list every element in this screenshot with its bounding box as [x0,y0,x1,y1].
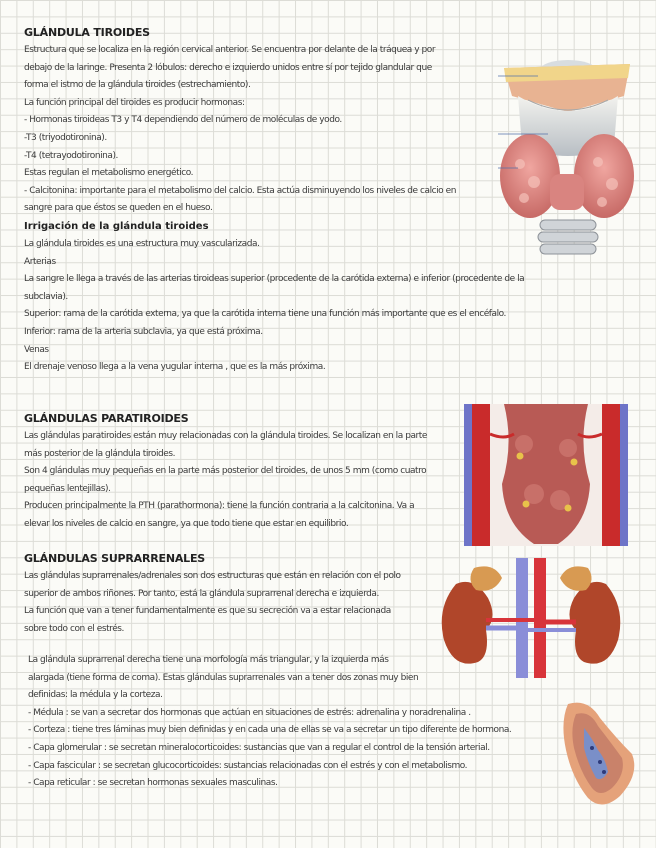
paragraph-line: sangre para que éstos se queden en el hueso. [24,203,213,214]
paratiroides-paragraph [24,428,427,534]
paragraph-line: Las glándulas paratiroides están muy relacionadas con la glándula tiroides. Se localizan en la parte [24,431,427,441]
paragraph-line: Estructura que se localiza en la región cervical anterior. Se encuentra por delante de la tráquea y por [24,45,436,55]
paragraph-line: - Médula : se van a secretar dos hormonas que actúan en situaciones de estrés: adrenalina y noradrenalina . [28,707,471,718]
paragraph-line: sobre todo con el estrés. [24,623,124,634]
paragraph-line: Producen principalmente la PTH (parathormona): tiene la función contraria a la calcitonina. Va a [24,501,415,512]
paragraph-line: forma el istmo de la glándula tiroides (estrechamiento). [24,80,251,91]
paragraph-line: alargada (tiene forma de coma). Estas glándulas suprarrenales van a tener dos zonas muy bien [28,672,419,683]
irrigacion-subtitle: Irrigación de la glándula tiroides [24,220,209,232]
section-title-suprarrenales: GLÁNDULAS SUPRARRENALES [24,552,206,565]
paragraph-line: Inferior: rama de la arteria subclavia, ya que está próxima. [24,326,263,337]
paragraph-line: La función principal del tiroides es producir hormonas: [24,97,245,108]
paragraph-line: Son 4 glándulas muy pequeñas en la parte más posterior del tiroides, de unos 5 mm (como cuatro [24,466,427,477]
paragraph-line: subclavia). [24,291,68,302]
paragraph-line: El drenaje venoso llega a la vena yugular interna , que es la más próxima. [24,362,326,373]
tiroides-paragraph [24,42,524,218]
section-title-tiroides: GLÁNDULA TIROIDES [24,26,150,39]
paragraph-line: debajo de la laringe. Presenta 2 lóbulos: derecho e izquierdo unidos entre sí por tejido glandular que [24,62,432,73]
paragraph-line: La glándula suprarrenal derecha tiene una morfología más triangular, y la izquierda más [28,655,389,665]
paragraph-line: superior de ambos riñones. Por tanto, está la glándula suprarrenal derecha e izquierda. [24,588,379,599]
paragraph-line: Venas [24,344,49,355]
thyroid-illustration [498,56,636,262]
paragraph-line: La función que van a tener fundamentalmente es que su secreción va a estar relacionada [24,606,391,617]
section-tiroides [24,24,524,377]
section-suprarrenales [24,550,401,638]
section-title-paratiroides: GLÁNDULAS PARATIROIDES [24,412,189,425]
paragraph-line: Las glándulas suprarrenales/adrenales son dos estructuras que están en relación con el polo [24,571,401,581]
paragraph-line: La glándula tiroides es una estructura muy vascularizada. [24,238,260,249]
adrenal-kidneys-illustration [430,558,632,678]
paragraph-line: La sangre le llega a través de las arterias tiroideas superior (procedente de la carótida externa) e inferior (procedente de la [24,274,525,285]
paragraph-line: más posterior de la glándula tiroides. [24,448,176,459]
paragraph-line: Arterias [24,256,56,267]
paragraph-line: - Capa fascicular : se secretan glucocorticoides: sustancias relacionadas con el estrés y con el metabolismo. [28,760,468,771]
adrenal-section-illustration [558,698,640,812]
paragraph-line: - Capa reticular : se secretan hormonas sexuales masculinas. [28,778,278,789]
paragraph-line: -T4 (tetrayodotironina). [24,150,118,161]
parathyroid-illustration [464,404,628,546]
irrigacion-paragraph [24,236,524,377]
section-paratiroides [24,410,427,534]
paragraph-line: pequeñas lentejillas). [24,483,111,494]
paragraph-line: - Calcitonina: importante para el metabolismo del calcio. Esta actúa disminuyendo los niveles de calcio en [24,185,456,196]
paragraph-line: -T3 (triyodotironina). [24,132,107,143]
paragraph-line: - Hormonas tiroideas T3 y T4 dependiendo del número de moléculas de yodo. [24,115,342,126]
paragraph-line: Superior: rama de la carótida externa, ya que la carótida interna tiene una función más importante que es el encéfalo. [24,309,506,320]
suprarrenales-paragraph [24,568,401,638]
paragraph-line: definidas: la médula y la corteza. [28,690,163,701]
paragraph-line: elevar los niveles de calcio en sangre, ya que todo tiene que estar en equilibrio. [24,518,349,529]
paragraph-line: - Corteza : tiene tres láminas muy bien definidas y en cada una de ellas se va a secretar un tipo diferente de hormona. [28,725,512,736]
paragraph-line: - Capa glomerular : se secretan mineralocorticoides: sustancias que van a regular el control de la tensión arterial. [28,742,490,753]
paragraph-line: Estas regulan el metabolismo energético. [24,168,194,179]
